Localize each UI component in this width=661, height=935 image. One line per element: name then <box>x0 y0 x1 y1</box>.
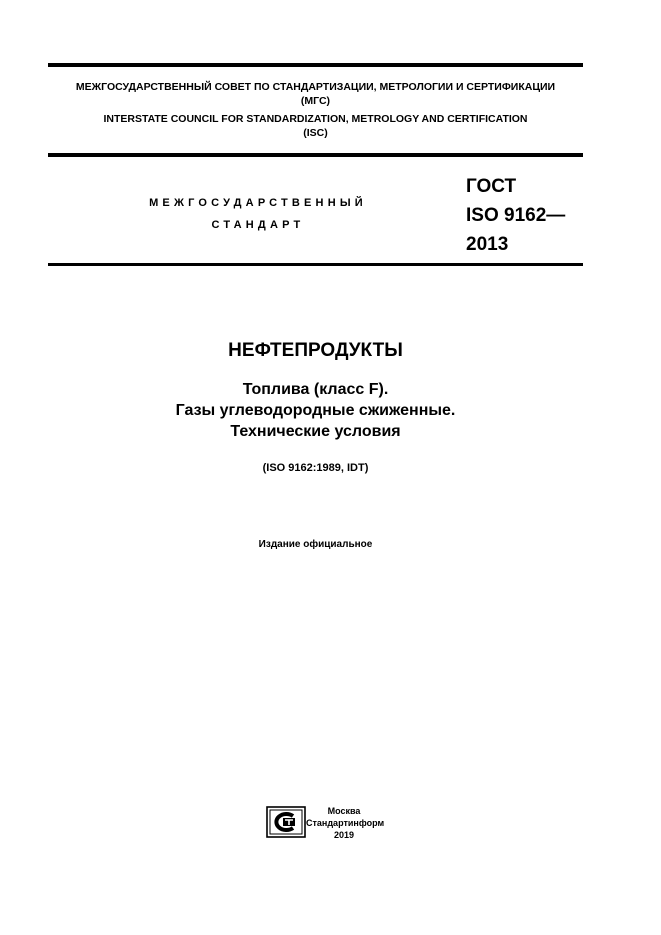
standartinform-logo-icon <box>266 806 306 838</box>
gost-designation-line3: 2013 <box>466 234 509 255</box>
standard-type-line1: МЕЖГОСУДАРСТВЕННЫЙ <box>149 197 367 209</box>
publication-year: 2019 <box>333 830 355 840</box>
council-name-ru <box>48 80 583 108</box>
standard-type-line2: СТАНДАРТ <box>211 219 305 231</box>
document-title: НЕФТЕПРОДУКТЫ <box>228 340 403 361</box>
publisher-name: Стандартинформ <box>306 818 385 828</box>
document-subtitle-line1: Топлива (класс F). <box>242 381 389 398</box>
council-name-en-text: INTERSTATE COUNCIL FOR STANDARDIZATION, METROLOGY AND CERTIFICATION <box>103 113 528 125</box>
council-name-ru-text: МЕЖГОСУДАРСТВЕННЫЙ СОВЕТ ПО СТАНДАРТИЗАЦИИ, МЕТРОЛОГИИ И СЕРТИФИКАЦИИ <box>75 81 556 93</box>
standard-type-label <box>118 192 398 236</box>
edition-label: Издание официальное <box>258 539 373 550</box>
council-abbr-ru: (МГС) <box>300 95 331 107</box>
lower-rule <box>48 263 583 266</box>
top-rule <box>48 63 583 67</box>
publisher-block <box>306 805 385 841</box>
document-subtitle <box>48 379 583 442</box>
gost-designation-line2: ISO 9162— <box>466 205 566 226</box>
council-abbr-en: (ISC) <box>303 127 328 139</box>
publisher-city: Москва <box>327 806 361 816</box>
council-name-en <box>48 112 583 140</box>
document-subtitle-line3: Технические условия <box>230 423 401 440</box>
iso-reference: (ISO 9162:1989, IDT) <box>262 462 369 474</box>
document-subtitle-line2: Газы углеводородные сжиженные. <box>175 402 456 419</box>
middle-rule <box>48 153 583 157</box>
gost-designation-line1: ГОСТ <box>466 176 517 197</box>
gost-designation <box>466 172 565 259</box>
